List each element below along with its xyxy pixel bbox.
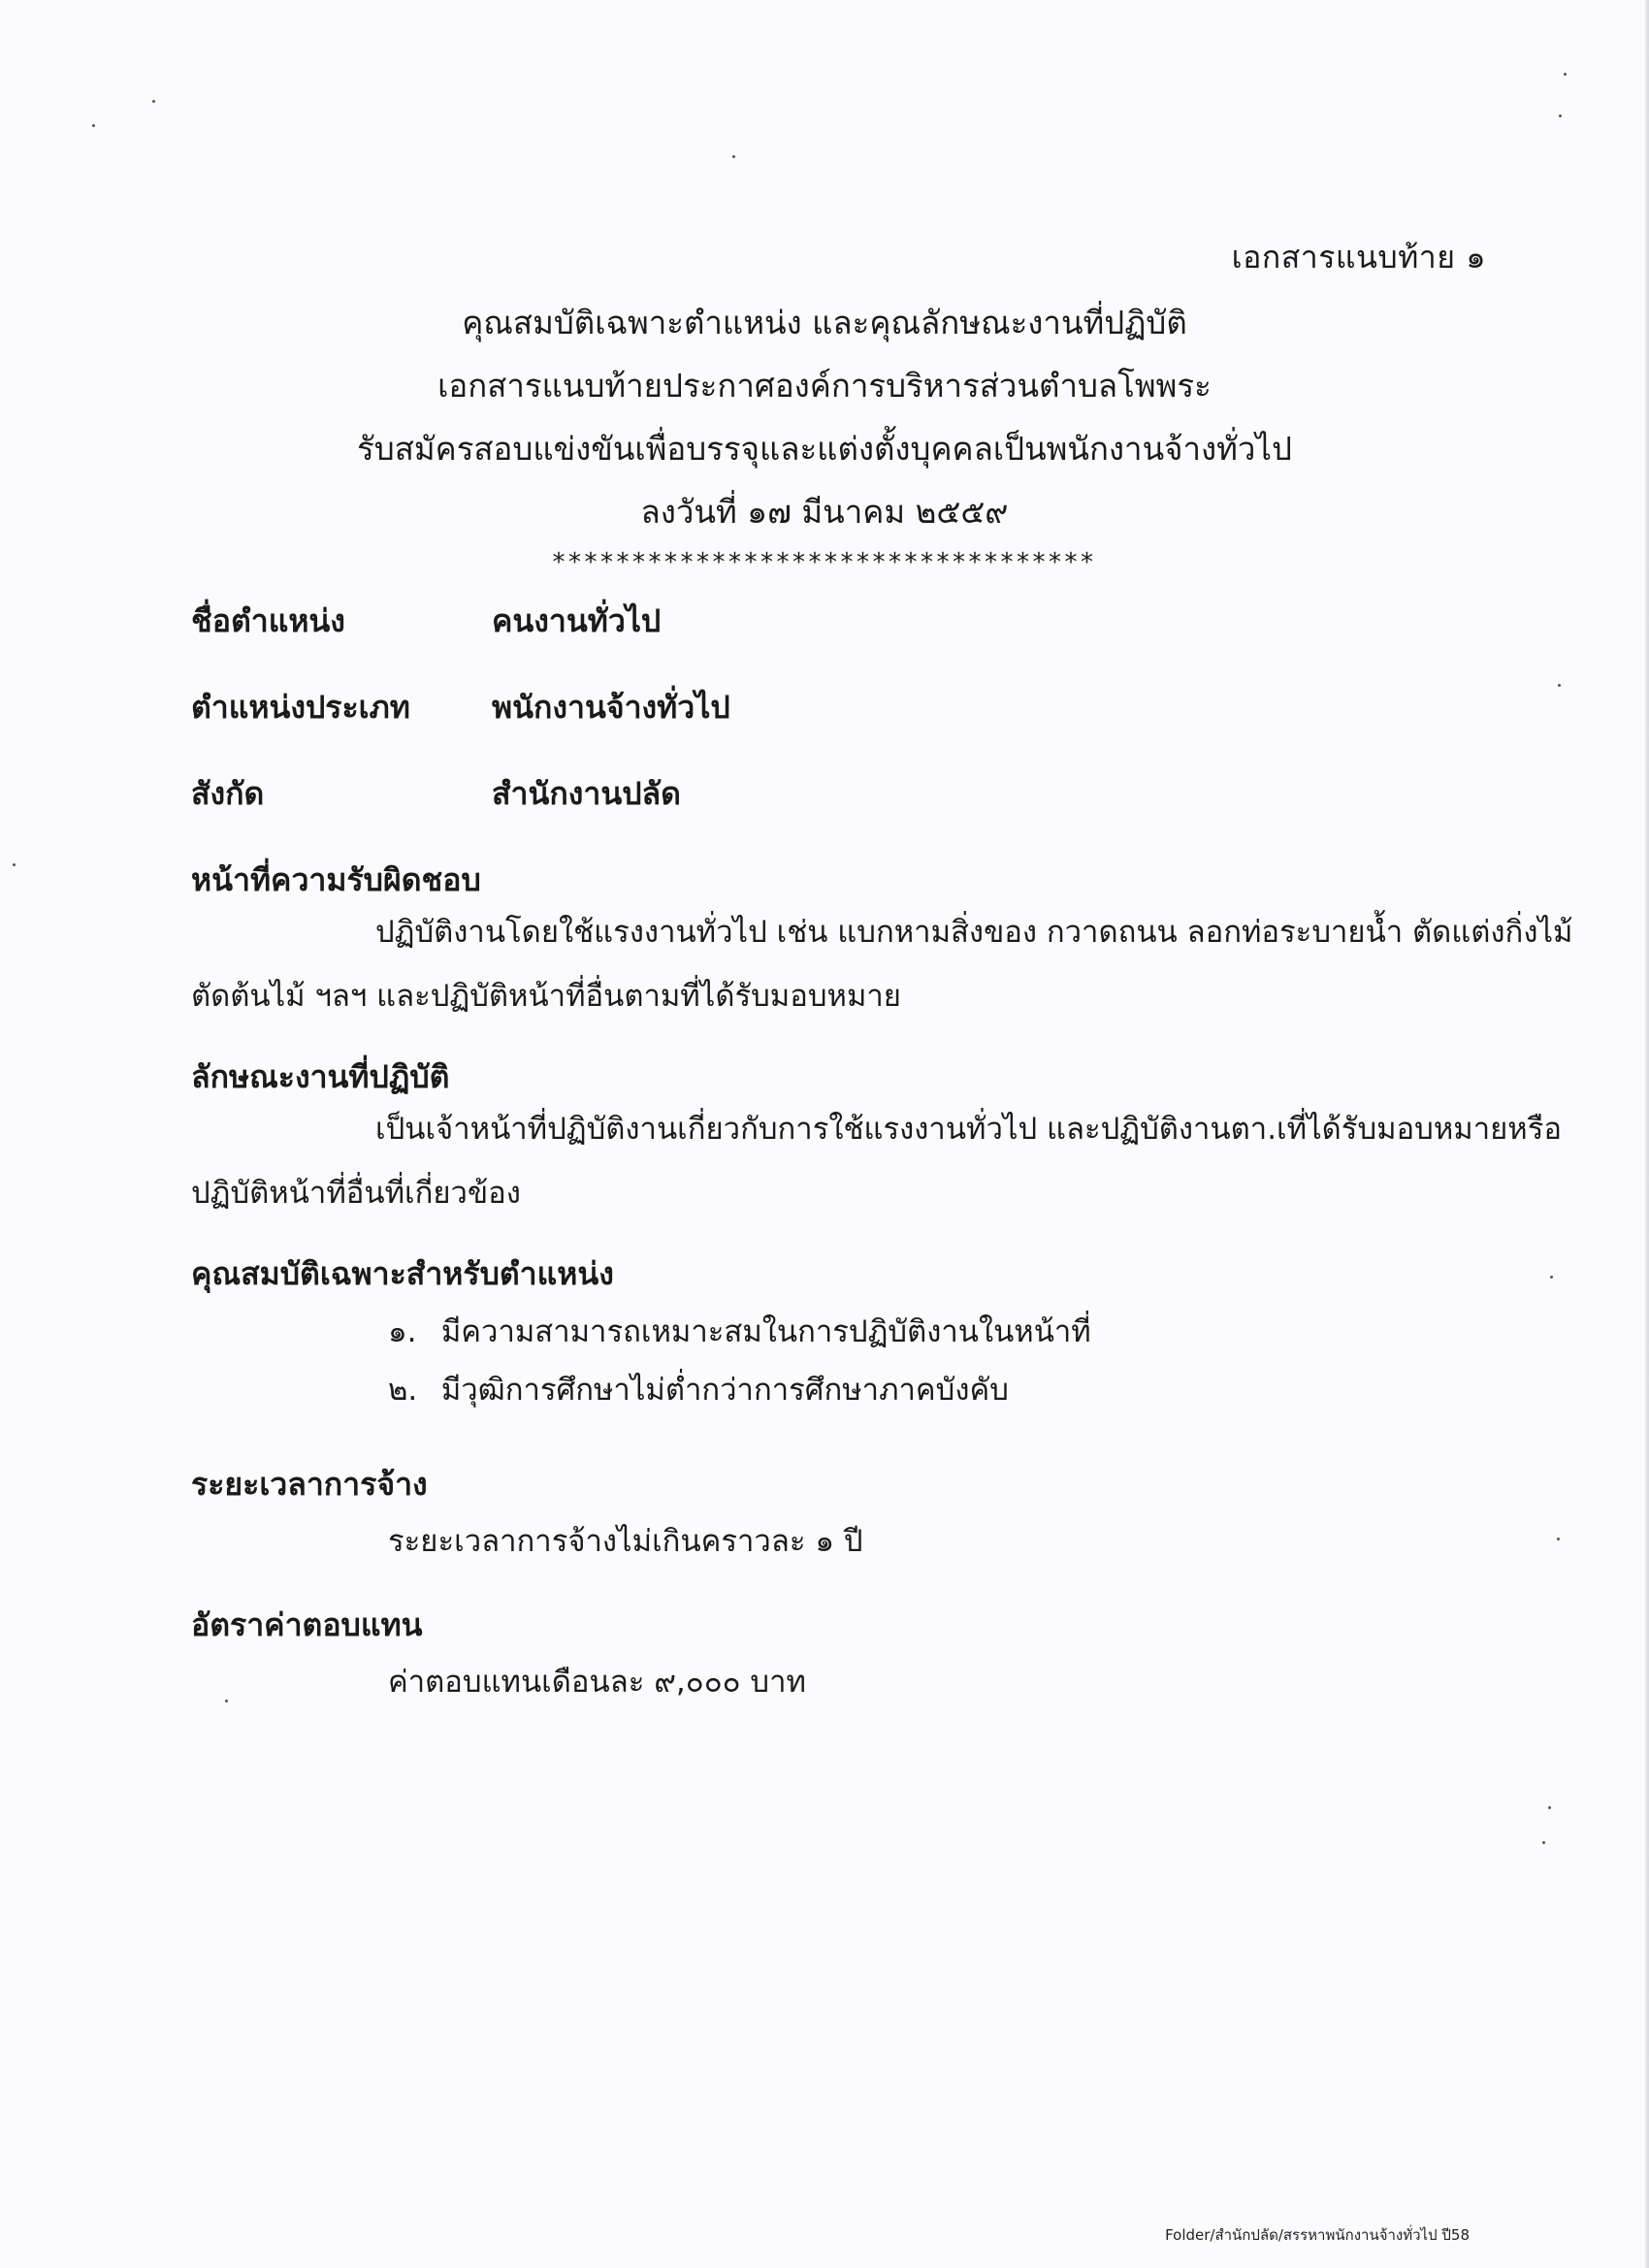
compensation-heading: อัตราค่าตอบแทน — [191, 1606, 423, 1643]
work-nature-heading: ลักษณะงานที่ปฏิบัติ — [191, 1058, 450, 1095]
scan-speck — [1550, 1276, 1553, 1279]
scan-speck — [1558, 684, 1561, 687]
field-affiliation-label: สังกัด — [191, 775, 265, 812]
scan-speck — [225, 1700, 228, 1702]
qualification-text: มีความสามารถเหมาะสมในการปฏิบัติงานในหน้าที่ — [440, 1314, 1091, 1349]
field-position — [191, 597, 662, 646]
title-separator: ********************************** — [552, 548, 1097, 577]
scan-speck — [152, 100, 155, 103]
employment-period-heading: ระยะเวลาการจ้าง — [191, 1466, 428, 1503]
title-line-date: ลงวันที่ ๑๗ มีนาคม ๒๕๕๙ — [640, 493, 1009, 531]
duties-line: ตัดต้นไม้ ฯลฯ และปฏิบัติหน้าที่อื่นตามที่ได้รับมอบหมาย — [191, 979, 901, 1014]
field-position-label: ชื่อตำแหน่ง — [191, 602, 345, 639]
scan-speck — [1559, 114, 1562, 117]
work-nature-paragraph — [191, 1097, 1563, 1225]
scan-speck — [1542, 1841, 1545, 1844]
field-affiliation-value: สำนักงานปลัด — [492, 775, 681, 812]
field-affiliation — [191, 769, 681, 819]
field-type-label: ตำแหน่งประเภท — [191, 689, 410, 726]
scan-speck — [13, 863, 16, 866]
footer-file-path: Folder/สำนักปลัด/สรรหาพนักงานจ้างทั่วไป ปี58 — [1165, 2226, 1470, 2244]
title-line-recruitment: รับสมัครสอบแข่งขันเพื่อบรรจุและแต่งตั้งบุคคลเป็นพนักงานจ้างทั่วไป — [357, 430, 1292, 468]
field-type — [191, 683, 730, 732]
title-line-announcement: เอกสารแนบท้ายประกาศองค์การบริหารส่วนตำบลโพพระ — [437, 367, 1212, 405]
qualification-number: ๑. — [388, 1314, 417, 1349]
qualification-item — [388, 1365, 1009, 1413]
scan-speck — [92, 124, 95, 127]
duties-paragraph — [191, 900, 1573, 1028]
work-nature-line: ปฏิบัติหน้าที่อื่นที่เกี่ยวข้อง — [191, 1176, 521, 1211]
field-position-value: คนงานทั่วไป — [492, 602, 662, 639]
scan-speck — [1557, 1538, 1560, 1540]
compensation-detail: ค่าตอบแทนเดือนละ ๙,๐๐๐ บาท — [388, 1665, 806, 1700]
qualification-number: ๒. — [388, 1373, 418, 1408]
qualification-text: มีวุฒิการศึกษาไม่ต่ำกว่าการศึกษาภาคบังคับ — [440, 1373, 1009, 1408]
scan-speck — [1548, 1806, 1551, 1809]
employment-period-detail: ระยะเวลาการจ้างไม่เกินคราวละ ๑ ปี — [388, 1524, 863, 1559]
scan-speck — [1564, 73, 1567, 76]
title-line-qualifications: คุณสมบัติเฉพาะตำแหน่ง และคุณลักษณะงานที่ปฏิบัติ — [462, 304, 1187, 341]
scan-speck — [732, 155, 735, 158]
document-title — [0, 291, 1649, 582]
duties-heading: หน้าที่ความรับผิดชอบ — [191, 861, 481, 898]
qualifications-heading: คุณสมบัติเฉพาะสำหรับตำแหน่ง — [191, 1255, 614, 1292]
qualification-item — [388, 1307, 1091, 1355]
duties-line: ปฏิบัติงานโดยใช้แรงงานทั่วไป เช่น แบกหามสิ่งของ กวาดถนน ลอกท่อระบายน้ำ ตัดแต่งกิ่งไม้ — [375, 915, 1573, 950]
work-nature-line: เป็นเจ้าหน้าที่ปฏิบัติงานเกี่ยวกับการใช้แรงงานทั่วไป และปฏิบัติงานตา.เที่ได้รับมอบหมายหรือ — [375, 1112, 1563, 1147]
attachment-label: เอกสารแนบท้าย ๑ — [1231, 239, 1486, 275]
field-type-value: พนักงานจ้างทั่วไป — [492, 689, 730, 726]
